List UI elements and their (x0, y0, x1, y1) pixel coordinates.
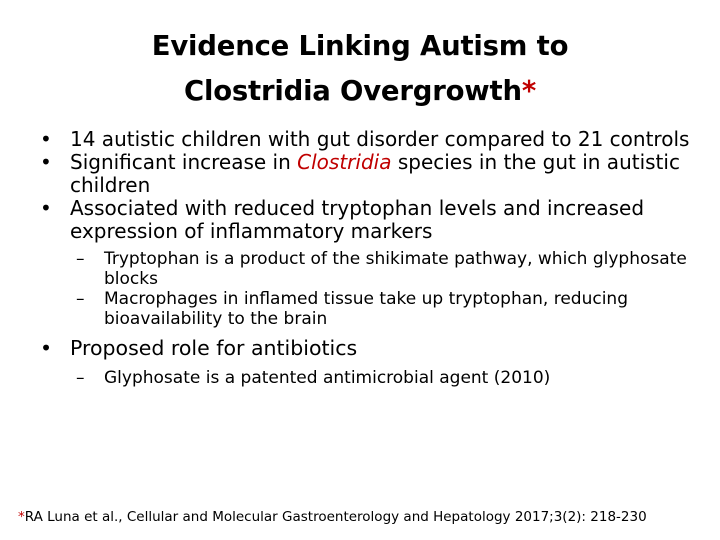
sub-bullet-text: Glyphosate is a patented antimicrobial agent (2010) (104, 368, 551, 388)
bullet-dot: • (40, 336, 53, 360)
bullet-item (40, 128, 690, 151)
sub-bullet-item (40, 368, 690, 388)
bullet-item (40, 197, 690, 243)
bullet-list (40, 128, 690, 388)
footnote-asterisk: * (18, 509, 25, 525)
bullet-dot: • (40, 127, 52, 151)
slide-title (60, 24, 660, 114)
footnote-text: RA Luna et al., Cellular and Molecular Gastroenterology and Hepatology 2017;3(2): 218-230 (24, 509, 647, 525)
sub-bullet-item (40, 289, 690, 329)
bullet-text-suffix: species in the gut in autistic children (70, 150, 680, 197)
title-asterisk: * (521, 75, 537, 107)
bullet-item (40, 151, 690, 197)
bullet-text: Proposed role for antibiotics (70, 336, 358, 360)
sub-bullet-item (40, 249, 690, 289)
sub-bullet-dash: – (76, 249, 85, 269)
bullet-item (40, 337, 690, 360)
bullet-dot: • (40, 196, 52, 220)
bullet-text: 14 autistic children with gut disorder compared to 21 controls (70, 127, 690, 151)
sub-bullet-dash: – (76, 289, 85, 309)
bullet-dot: • (40, 150, 52, 174)
citation-footnote (18, 508, 714, 526)
sub-bullet-text: Macrophages in inflamed tissue take up tryptophan, reducing bioavailability to the brain (104, 289, 628, 329)
bullet-text-prefix: Significant increase in (70, 150, 298, 174)
bullet-text: Associated with reduced tryptophan levels and increased expression of inflammatory markers (70, 196, 645, 243)
title-line-1: Evidence Linking Autism to (151, 30, 569, 62)
sub-bullet-text: Tryptophan is a product of the shikimate pathway, which glyphosate blocks (104, 249, 687, 289)
title-line-2-text: Clostridia Overgrowth (183, 75, 522, 107)
bullet-text-emphasis: Clostridia (297, 150, 392, 174)
sub-bullet-dash: – (76, 368, 85, 388)
title-line-2 (60, 69, 660, 114)
